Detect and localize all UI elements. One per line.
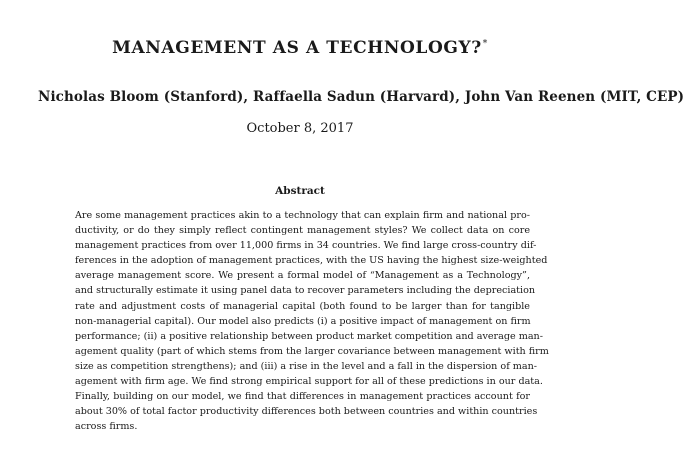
abstract-line: average management score. We present a formal model of “Management as a Technology”, xyxy=(75,270,530,282)
paper-title xyxy=(0,38,600,58)
abstract-line: across firms. xyxy=(75,421,138,433)
abstract-line: rate and adjustment costs of managerial capital (both found to be larger than for tangible xyxy=(75,300,530,312)
paper-title-text: MANAGEMENT AS A TECHNOLOGY? xyxy=(112,38,482,58)
title-footnote-mark: * xyxy=(482,39,488,50)
abstract-line: management practices from over 11,000 firms in 34 countries. We find large cross-country dif- xyxy=(75,240,537,252)
abstract-line: Are some management practices akin to a technology that can explain firm and national pro- xyxy=(75,210,530,221)
abstract-line: Finally, building on our model, we find that differences in management practices account for xyxy=(75,391,530,403)
abstract-line: ductivity, or do they simply reflect contingent management styles? We collect data on core xyxy=(75,225,530,237)
abstract-line: size as competition strengthens); and (iii) a rise in the level and a fall in the dispersion of man- xyxy=(75,360,538,372)
abstract-heading: Abstract xyxy=(275,185,325,197)
abstract-line: agement quality (part of which stems from the larger covariance between management with firm xyxy=(75,345,549,357)
publication-date: October 8, 2017 xyxy=(246,121,354,136)
abstract-line: agement with firm age. We find strong empirical support for all of these predictions in our data. xyxy=(75,376,543,388)
abstract-line: non-managerial capital). Our model also predicts (i) a positive impact of management on firm xyxy=(75,315,531,327)
abstract-body xyxy=(75,208,549,434)
abstract-line: and structurally estimate it using panel data to recover parameters including the depreciation xyxy=(75,285,536,297)
abstract-line: about 30% of total factor productivity differences both between countries and within countries xyxy=(75,406,538,418)
abstract-line: ferences in the adoption of management practices, with the US having the highest size-weighted xyxy=(75,255,548,267)
author-list: Nicholas Bloom (Stanford), Raffaella Sadun (Harvard), John Van Reenen (MIT, CEP) xyxy=(38,89,684,105)
abstract-line: performance; (ii) a positive relationship between product market competition and average man- xyxy=(75,330,543,342)
